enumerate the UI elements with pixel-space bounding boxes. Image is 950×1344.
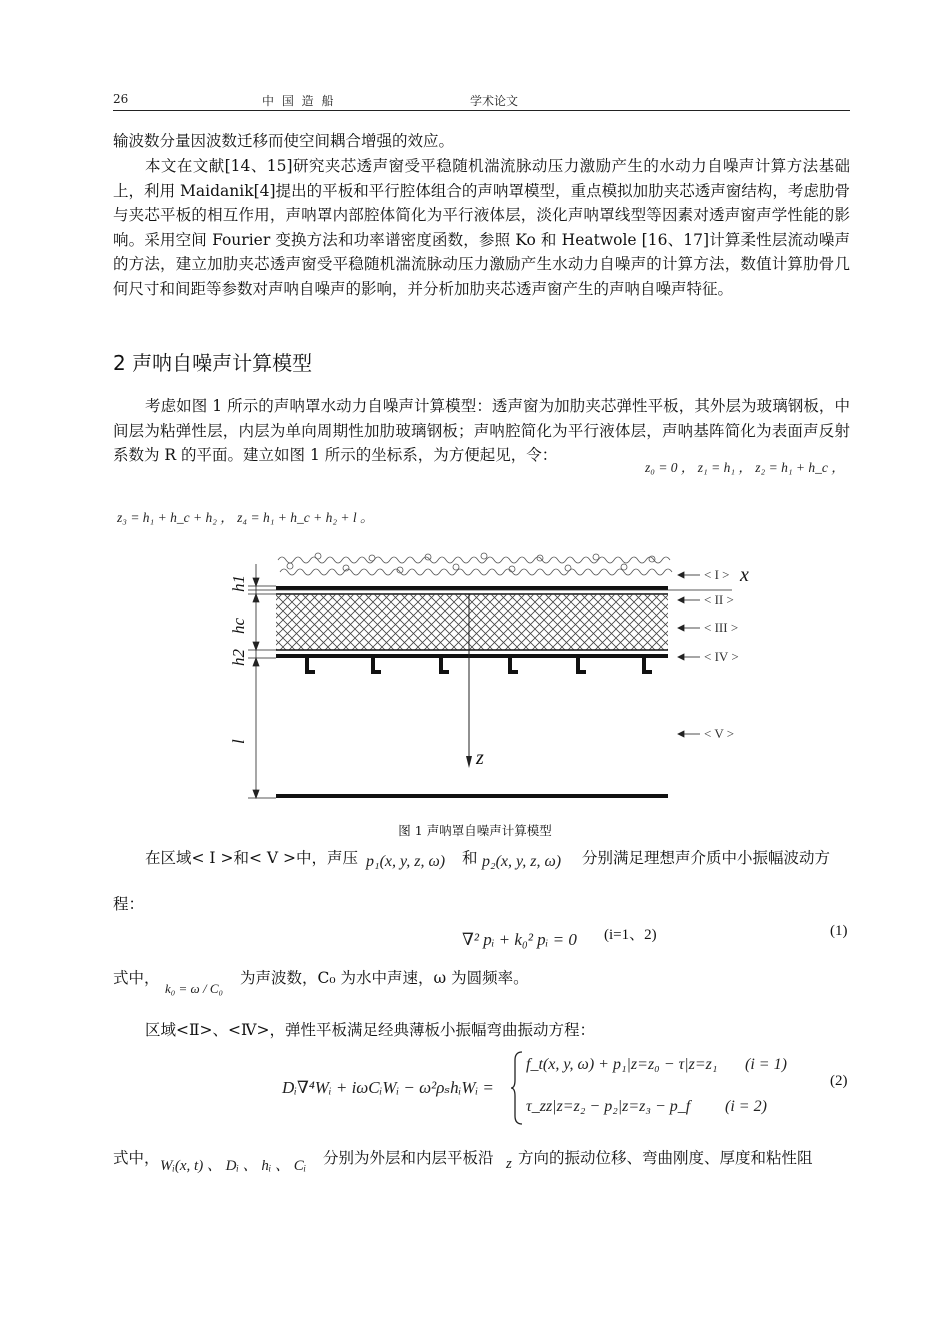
section-paragraph: 考虑如图 1 所示的声呐罩水动力自噪声计算模型：透声窗为加肋夹芯弹性平板，其外层为玻璃钢板，中间层为粘弹性层，内层为单向周期性加肋玻璃钢板；声呐腔简化为平行液体层，声呐基阵简化为表面声反射系数为 R 的平面。建立如图 1 所示的坐标系，为方便起见，令： (113, 397, 850, 464)
dim-h1: h1 (229, 575, 248, 592)
coords-line-2: z₃ = h₁ + h_c + h₂ ， z₄ = h₁ + h_c + h₂ + l 。 (117, 510, 374, 525)
where2-vars: Wᵢ(x, t) 、 Dᵢ 、 hᵢ 、 Cᵢ (160, 1158, 307, 1174)
inner-plate (276, 654, 668, 658)
equation-2-case2-cond: (i = 2) (725, 1098, 767, 1115)
region-label-4: < IV > (704, 649, 739, 664)
turbulent-flow-region (278, 553, 672, 575)
p1-expr: p₁(x, y, z, ω) (366, 853, 446, 870)
dim-h2: h2 (229, 649, 248, 666)
section-label: 学术论文 (470, 94, 519, 108)
region-label-3: < III > (704, 620, 739, 635)
equation-2-number: (2) (830, 1073, 848, 1089)
outer-plate (276, 586, 668, 590)
equation-2-case1-cond: (i = 1) (745, 1056, 787, 1073)
p-regions-text: 在区域< I >和< V >中，声压 (145, 849, 358, 867)
region-label-2: < II > (704, 592, 734, 607)
intro-paragraph: 本文在文献[14、15]研究夹芯透声窗受平稳随机湍流脉动压力激励产生的水动力自噪声计算方法基础上，利用 Maidanik[4]提出的平板和平行腔体组合的声呐罩模型，重点模拟加肋夹芯透声窗结构，考虑肋骨与夹芯平板的相互作用，声呐罩内部腔体简化为平行液体层，淡化声呐罩线型等因素对透声窗声学性能的影响。采用空间 Fourier 变换方法和功率谱密度函数，参照 Ko 和 Heatwole [16、17]计算柔性层流动噪声的方法，建立加肋夹芯透声窗受平稳随机湍流脉动压力激励产生水动力自噪声的计算方法，数值计算肋骨几何尺寸和间距等参数对声呐自噪声的影响，并分析加肋夹芯透声窗产生的声呐自噪声特征。 (113, 157, 850, 298)
equation-1: ∇² pᵢ + k₀² pᵢ = 0 (462, 930, 577, 949)
equation-1-number: (1) (830, 923, 848, 939)
region-label-5: < V > (704, 726, 735, 741)
region-label-1: < I > (704, 567, 730, 582)
header-rule (113, 110, 850, 111)
section-heading: 2 声呐自噪声计算模型 (113, 351, 313, 375)
where2-desc: 分别为外层和内层平板沿 (323, 1149, 494, 1167)
figure-caption: 图 1 声呐罩自噪声计算模型 (398, 823, 552, 838)
intro-line: 输波数分量因波数迁移而使空间耦合增强的效应。 (113, 132, 455, 150)
regions2-text: 区域<Ⅱ>、<Ⅳ>，弹性平板满足经典薄板小振幅弯曲振动方程： (145, 1021, 595, 1039)
where2-desc-cont: 方向的振动位移、弯曲刚度、厚度和粘性阻 (518, 1149, 813, 1167)
dim-hc: hc (229, 617, 248, 634)
ribs (305, 658, 652, 674)
journal-title: 中 国 造 船 (262, 94, 336, 108)
coords-line-1: z₀ = 0 ， z₁ = h₁ ， z₂ = h₁ + h_c ， (645, 460, 845, 475)
equation-2-case2: τ_zz|z=z₂ − p₂|z=z₃ − p_f (526, 1098, 691, 1115)
equation-2-case1: f_t(x, y, ω) + p₁|z=z₀ − τ|z=z₁ (526, 1056, 718, 1073)
equation-1-condition: (i=1、2) (604, 927, 657, 943)
where1-desc: 为声波数，C₀ 为水中声速，ω 为圆频率。 (240, 969, 529, 987)
axis-z-label: z (476, 747, 484, 769)
equation-2-lhs: Dᵢ∇⁴Wᵢ + iωCᵢWᵢ − ω²ρₛhᵢWᵢ = (282, 1078, 494, 1097)
where2-z: z (506, 1156, 512, 1172)
figure-sonar-dome-model (220, 548, 760, 810)
dim-l: l (229, 739, 248, 744)
wavenumber-expr: k₀ = ω / C₀ (165, 981, 224, 996)
where1-prefix: 式中， (113, 969, 160, 987)
and-text: 和 (462, 849, 478, 867)
p-desc-text: 分别满足理想声介质中小振幅波动方 (582, 849, 831, 867)
equation-2-brace (510, 1050, 524, 1126)
p2-expr: p₂(x, y, z, ω) (482, 853, 562, 870)
viscoelastic-layer (276, 594, 668, 650)
where2-prefix: 式中， (113, 1149, 160, 1167)
array-plane (276, 794, 668, 798)
axis-x-label: x (740, 564, 749, 586)
page-number: 26 (113, 92, 129, 106)
p-cont-text: 程： (113, 895, 145, 913)
